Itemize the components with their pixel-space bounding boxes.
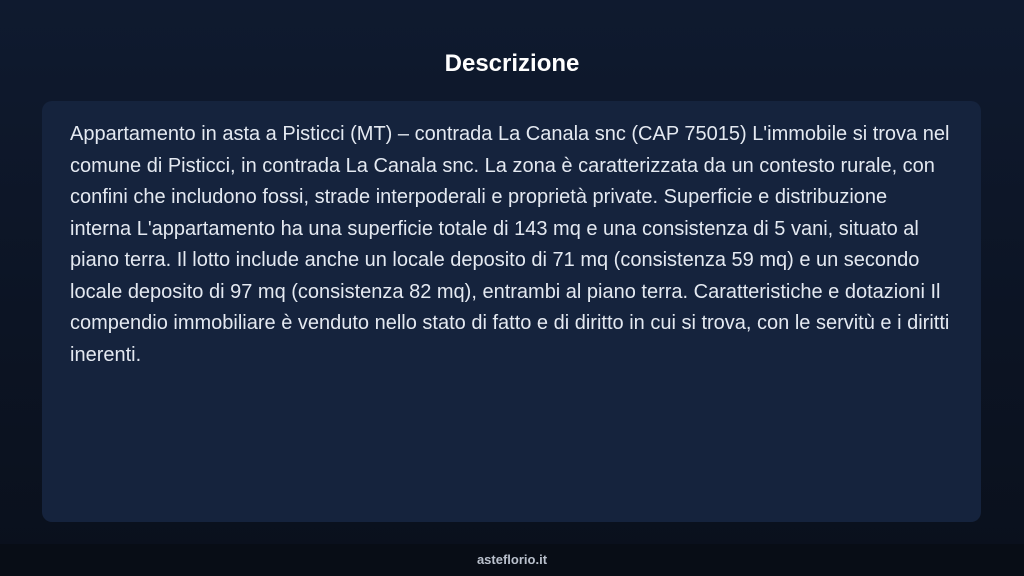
footer-brand[interactable]: asteflorio.it (476, 552, 548, 567)
footer-bar (0, 544, 1024, 576)
description-text: Appartamento in asta a Pisticci (MT) – contrada La Canala snc (CAP 75015) L'immobile si trova nel comune di Pisticci, in contrada La Canala snc. La zona è caratterizzata da un contesto rurale, con confini che includono fossi, strade interpoderali e proprietà private. Superficie e distribuzione interna L'appartamento ha una superficie totale di 143 mq e una consistenza di 5 vani, situato al piano terra. Il lotto include anche un locale deposito di 71 mq (consistenza 59 mq) e un secondo locale deposito di 97 mq (consistenza 82 mq), entrambi al piano terra. Caratteristiche e dotazioni Il compendio immobiliare è venduto nello stato di fatto e di diritto in cui si trova, con le servitù e i diritti inerenti. (70, 123, 950, 366)
description-card (42, 101, 981, 522)
page-title: Descrizione (444, 50, 580, 77)
